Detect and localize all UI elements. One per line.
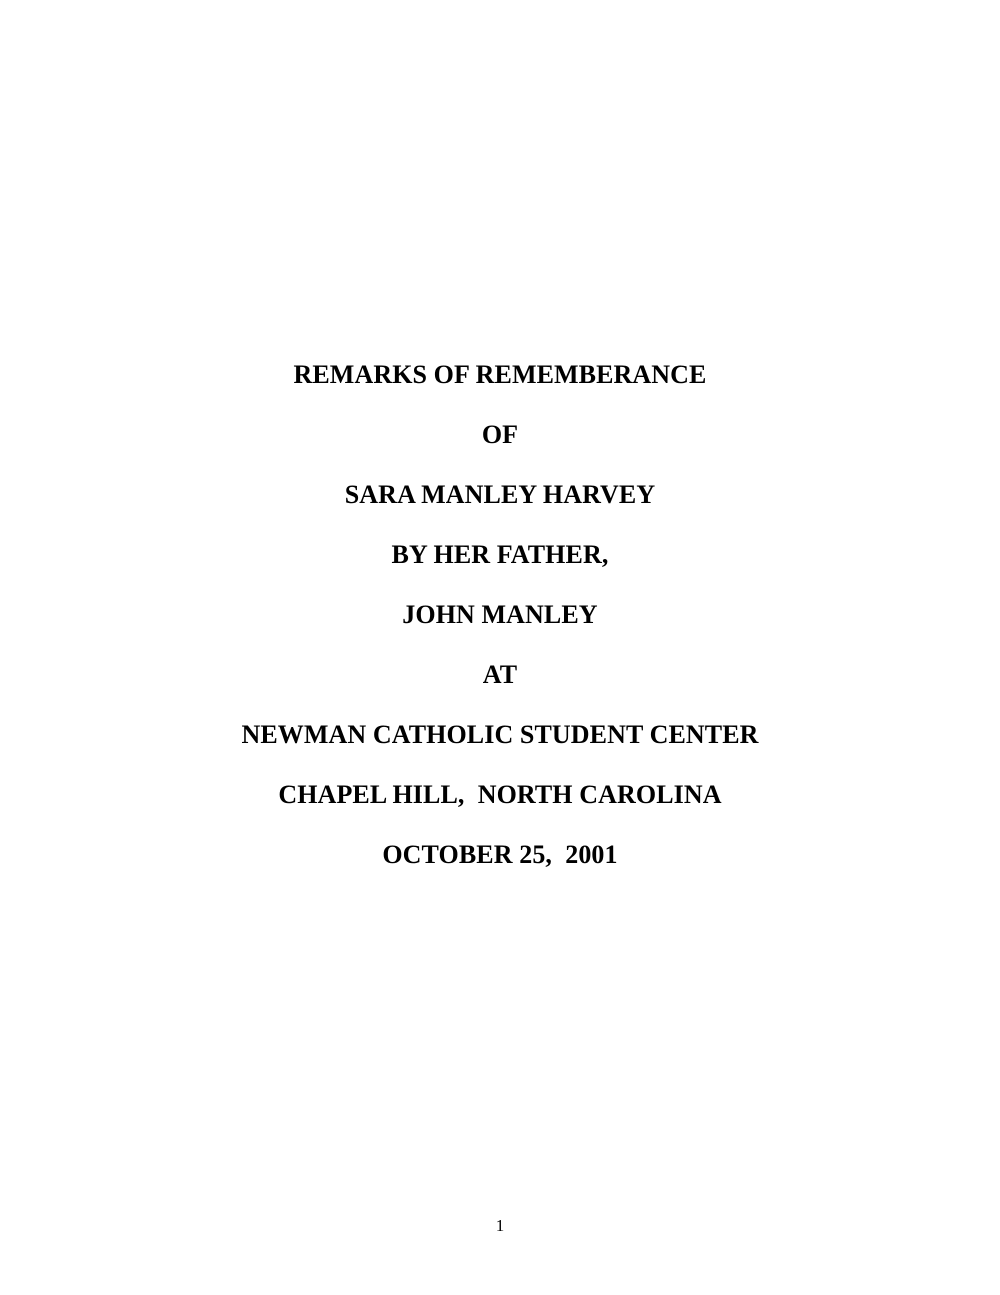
title-line-remarks: REMARKS OF REMEMBERANCE — [293, 360, 707, 389]
title-line-at: AT — [482, 660, 518, 689]
page-number: 1 — [495, 1216, 505, 1235]
title-line-by-her-father: BY HER FATHER, — [391, 540, 609, 569]
title-line-speaker-name: JOHN MANLEY — [402, 600, 598, 629]
title-line-subject-name: SARA MANLEY HARVEY — [344, 480, 656, 509]
title-line-venue: NEWMAN CATHOLIC STUDENT CENTER — [241, 720, 759, 749]
title-line-date: OCTOBER 25, 2001 — [382, 840, 618, 869]
title-block — [0, 359, 1000, 899]
title-line-of: OF — [481, 420, 519, 449]
title-line-location: CHAPEL HILL, NORTH CAROLINA — [278, 780, 722, 809]
